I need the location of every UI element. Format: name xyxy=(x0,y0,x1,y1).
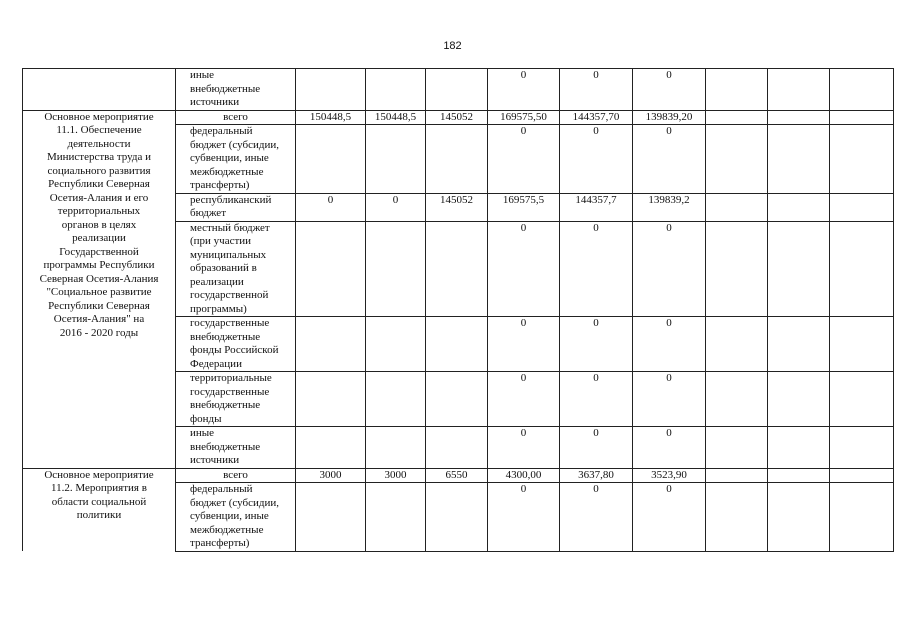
value-cell: 0 xyxy=(488,125,560,194)
value-cell xyxy=(768,193,830,221)
value-cell: 150448,5 xyxy=(366,110,426,125)
value-cell: 3523,90 xyxy=(633,468,706,483)
value-cell xyxy=(426,372,488,427)
value-cell: 145052 xyxy=(426,193,488,221)
value-cell: 0 xyxy=(633,317,706,372)
value-cell xyxy=(296,125,366,194)
value-cell: 145052 xyxy=(426,110,488,125)
value-cell xyxy=(366,372,426,427)
value-cell xyxy=(768,372,830,427)
value-cell xyxy=(830,468,894,483)
value-cell xyxy=(768,110,830,125)
funding-source-cell: местный бюджет (при участии муниципальных образований в реализации государственной программы) xyxy=(176,221,296,317)
value-cell: 0 xyxy=(488,221,560,317)
value-cell xyxy=(426,483,488,552)
value-cell xyxy=(366,69,426,111)
value-cell: 0 xyxy=(488,69,560,111)
total-label-cell: всего xyxy=(176,468,296,483)
value-cell: 0 xyxy=(296,193,366,221)
value-cell xyxy=(768,69,830,111)
funding-source-cell: федеральный бюджет (субсидии, субвенции, иные межбюджетные трансферты) xyxy=(176,483,296,552)
value-cell xyxy=(426,221,488,317)
value-cell xyxy=(768,468,830,483)
value-cell xyxy=(706,468,768,483)
value-cell: 0 xyxy=(633,427,706,469)
value-cell: 0 xyxy=(560,372,633,427)
page-number: 182 xyxy=(443,40,462,52)
value-cell xyxy=(830,372,894,427)
value-cell xyxy=(768,427,830,469)
value-cell xyxy=(768,483,830,552)
funding-source-cell: федеральный бюджет (субсидии, субвенции, иные межбюджетные трансферты) xyxy=(176,125,296,194)
value-cell: 0 xyxy=(633,125,706,194)
value-cell: 0 xyxy=(560,483,633,552)
value-cell xyxy=(706,193,768,221)
budget-table xyxy=(22,68,894,552)
table-row xyxy=(23,69,894,111)
activity-cell: Основное мероприятие 11.1. Обеспечение деятельности Министерства труда и социального развития Республики Северная Осетия-Алания и его территориальных органов в целях реализации Государственной программы Республики Северная Осетия-Алания "Социальное развитие Республики Северная Осетия-Алания" на 2016 - 2020 годы xyxy=(23,110,176,468)
value-cell: 169575,5 xyxy=(488,193,560,221)
value-cell xyxy=(830,427,894,469)
value-cell xyxy=(768,125,830,194)
value-cell: 0 xyxy=(633,69,706,111)
value-cell xyxy=(366,317,426,372)
value-cell: 0 xyxy=(633,483,706,552)
value-cell xyxy=(296,483,366,552)
value-cell xyxy=(706,427,768,469)
value-cell xyxy=(706,483,768,552)
value-cell: 0 xyxy=(560,125,633,194)
value-cell: 0 xyxy=(366,193,426,221)
value-cell: 4300,00 xyxy=(488,468,560,483)
value-cell: 144357,7 xyxy=(560,193,633,221)
value-cell xyxy=(366,221,426,317)
value-cell xyxy=(366,427,426,469)
funding-source-cell: республиканский бюджет xyxy=(176,193,296,221)
value-cell xyxy=(296,372,366,427)
value-cell: 0 xyxy=(560,221,633,317)
value-cell xyxy=(296,317,366,372)
value-cell xyxy=(706,125,768,194)
value-cell: 3637,80 xyxy=(560,468,633,483)
total-label-cell: всего xyxy=(176,110,296,125)
value-cell xyxy=(366,483,426,552)
value-cell: 3000 xyxy=(296,468,366,483)
value-cell xyxy=(706,221,768,317)
value-cell xyxy=(830,317,894,372)
value-cell: 139839,2 xyxy=(633,193,706,221)
value-cell: 169575,50 xyxy=(488,110,560,125)
activity-cell-empty xyxy=(23,69,176,111)
value-cell xyxy=(426,69,488,111)
table-body xyxy=(23,69,894,552)
value-cell xyxy=(296,427,366,469)
table-row xyxy=(23,468,894,483)
value-cell: 0 xyxy=(488,372,560,427)
value-cell: 0 xyxy=(488,483,560,552)
funding-source-cell: государственные внебюджетные фонды Российской Федерации xyxy=(176,317,296,372)
value-cell: 6550 xyxy=(426,468,488,483)
value-cell: 3000 xyxy=(366,468,426,483)
value-cell xyxy=(830,69,894,111)
value-cell xyxy=(296,221,366,317)
activity-cell: Основное мероприятие 11.2. Мероприятия в области социальной политики xyxy=(23,468,176,551)
value-cell xyxy=(706,69,768,111)
value-cell: 0 xyxy=(560,427,633,469)
value-cell xyxy=(830,125,894,194)
funding-source-cell: иные внебюджетные источники xyxy=(176,427,296,469)
value-cell xyxy=(768,221,830,317)
value-cell xyxy=(296,69,366,111)
value-cell xyxy=(426,125,488,194)
table-row xyxy=(23,110,894,125)
value-cell xyxy=(426,317,488,372)
funding-source-cell: территориальные государственные внебюджетные фонды xyxy=(176,372,296,427)
value-cell: 139839,20 xyxy=(633,110,706,125)
value-cell xyxy=(830,483,894,552)
value-cell xyxy=(706,372,768,427)
value-cell xyxy=(830,110,894,125)
value-cell xyxy=(426,427,488,469)
value-cell: 0 xyxy=(560,317,633,372)
value-cell: 0 xyxy=(488,317,560,372)
funding-source-cell: иные внебюджетные источники xyxy=(176,69,296,111)
value-cell xyxy=(768,317,830,372)
value-cell xyxy=(706,110,768,125)
value-cell: 0 xyxy=(488,427,560,469)
value-cell xyxy=(830,221,894,317)
value-cell: 150448,5 xyxy=(296,110,366,125)
value-cell: 0 xyxy=(560,69,633,111)
value-cell: 0 xyxy=(633,221,706,317)
value-cell: 144357,70 xyxy=(560,110,633,125)
value-cell xyxy=(706,317,768,372)
value-cell xyxy=(366,125,426,194)
value-cell: 0 xyxy=(633,372,706,427)
value-cell xyxy=(830,193,894,221)
